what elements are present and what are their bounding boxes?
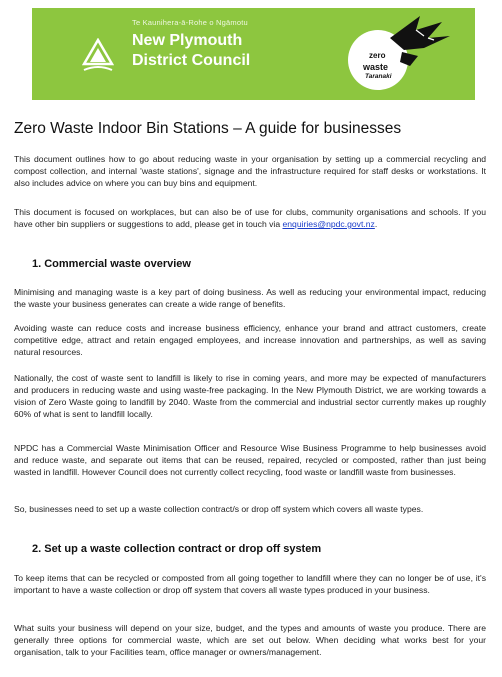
section-2-paragraph-1: To keep items that can be recycled or composted from all going together to landfill where they can no longer be of use, it's important to have a waste collection or drop off system that covers all waste types produced in your business. xyxy=(14,573,486,595)
intro-paragraph-1: This document outlines how to go about reducing waste in your organisation by setting up a commercial recycling and compost collection, and internal 'waste stations', signage and the infrastructure required for staff desks or workstations. It also includes advice on where you can buy bins and equipment. xyxy=(14,154,486,188)
document-title: Zero Waste Indoor Bin Stations – A guide for businesses xyxy=(14,120,402,137)
enquiries-email-link[interactable]: enquiries@npdc.govt.nz xyxy=(282,219,375,229)
zero-waste-taranaki-logo xyxy=(320,12,460,98)
section-2-heading: 2. Set up a waste collection contract or drop off system xyxy=(32,543,322,555)
zero-waste-word-zero: zero xyxy=(369,51,386,60)
section-1-paragraph-5: So, businesses need to set up a waste collection contract/s or drop off system which covers all waste types. xyxy=(14,504,424,514)
intro-paragraph-2-text: This document is focused on workplaces, but can also be of use for clubs, community organisations and schools. If you have other bin suppliers or suggestions to add, please get in touch via xyxy=(14,207,486,229)
section-1-paragraph-1: Minimising and managing waste is a key part of doing business. As well as reducing your environmental impact, reducing the waste your business generates can create a wide range of benefits. xyxy=(14,287,486,309)
section-1-heading: 1. Commercial waste overview xyxy=(32,258,191,270)
council-logo-icon xyxy=(82,38,114,76)
section-2-paragraph-2: What suits your business will depend on your size, budget, and the types and amounts of waste you produce. There are generally three options for commercial waste, which are set out below. When deciding what works best for your organisation, talk to your Facilities team, office manager or owners/management. xyxy=(14,623,486,657)
section-1-paragraph-3: Nationally, the cost of waste sent to landfill is likely to rise in coming years, and more may be expected of manufacturers and producers in reducing waste and using waste-free packaging. In the New Plymouth District, we are working towards a vision of Zero Waste going to landfill by 2040. Waste from the commercial and industrial sector currently makes up roughly 60% of what is sent to landfill locally. xyxy=(14,373,486,419)
section-1-paragraph-4: NPDC has a Commercial Waste Minimisation Officer and Resource Wise Business Programme to help businesses avoid and reduce waste, and separate out items that can be reused, repaired, recycled or composted, rather than just being wasted in landfill. However Council does not currently collect recycling, food waste or landfill waste from businesses. xyxy=(14,443,486,477)
council-maori-name: Te Kaunihera-ā-Rohe o Ngāmotu xyxy=(132,18,248,27)
zero-waste-word-taranaki: Taranaki xyxy=(365,73,392,80)
council-name-line2: District Council xyxy=(132,52,251,69)
intro-paragraph-2-end: . xyxy=(374,219,378,229)
council-name-line1: New Plymouth xyxy=(132,32,243,49)
intro-paragraph-2 xyxy=(14,206,486,230)
section-1-paragraph-2: Avoiding waste can reduce costs and increase business efficiency, enhance your brand and attract customers, create competitive edge, attract and retain engaged employees, and increase innovation and partnerships, as well as saving natural resources. xyxy=(14,323,486,357)
zero-waste-word-waste: waste xyxy=(363,62,389,72)
